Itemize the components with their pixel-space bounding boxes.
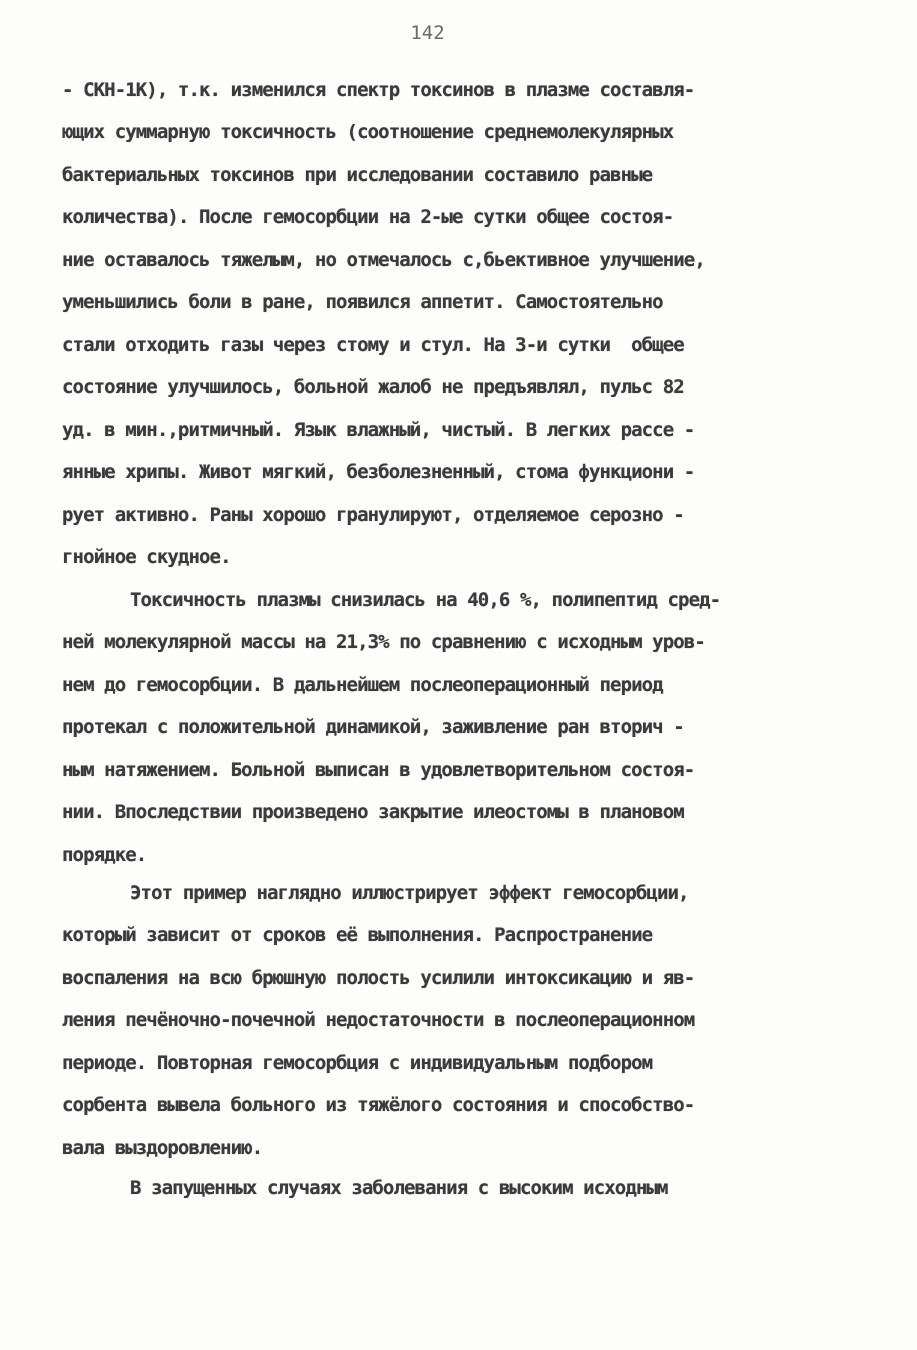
text-line: - СКН-1К), т.к. изменился спектр токсинов в плазме составля- [62,79,695,101]
text-line: ления печёночно-почечной недостаточности в послеоперационном [62,1009,695,1031]
text-line: нии. Впоследствии произведено закрытие илеостомы в плановом [62,801,684,823]
paragraph-first-line: Токсичность плазмы снизилась на 40,6 %, полипептид сред- [130,589,721,611]
text-line: янные хрипы. Живот мягкий, безболезненный, стома функциони - [62,461,695,483]
text-line: порядке. [62,844,147,866]
text-line: ней молекулярной массы на 21,3% по сравнению с исходным уров- [62,631,705,653]
paragraph-first-line: В запущенных случаях заболевания с высоким исходным [130,1177,668,1199]
text-line: сорбента вывела больного из тяжёлого состояния и способство- [62,1094,695,1116]
text-line: который зависит от сроков её выполнения. Распространение [62,924,653,946]
text-line: вала выздоровлению. [62,1137,263,1159]
text-line: ющих суммарную токсичность (соотношение среднемолекулярных [62,121,674,143]
text-line: воспаления на всю брюшную полость усилили интоксикацию и яв- [62,967,695,989]
text-line: нем до гемосорбции. В дальнейшем послеоперационный период [62,674,663,696]
text-line: гнойное скудное. [62,546,231,568]
text-line: периоде. Повторная гемосорбция с индивидуальным подбором [62,1052,653,1074]
text-line: количества). После гемосорбции на 2-ые сутки общее состоя- [62,206,674,228]
text-line: уд. в мин.,ритмичный. Язык влажный, чистый. В легких рассе - [62,419,695,441]
text-line: протекал с положительной динамикой, заживление ран вторич - [62,716,684,738]
paragraph-first-line: Этот пример наглядно иллюстрирует эффект гемосорбции, [130,882,689,904]
text-line: уменьшились боли в ране, появился аппетит. Самостоятельно [62,291,663,313]
text-line: стали отходить газы через стому и стул. На 3-и сутки общее [62,334,684,356]
text-line: ным натяжением. Больной выписан в удовлетворительном состоя- [62,759,695,781]
text-line: бактериальных токсинов при исследовании составило равные [62,164,653,186]
page-number: 142 [410,22,445,44]
text-line: состояние улучшилось, больной жалоб не предъявлял, пульс 82 [62,376,684,398]
text-line: рует активно. Раны хорошо гранулируют, отделяемое серозно - [62,504,684,526]
text-line: ние оставалось тяжелым, но отмечалось с,бьективное улучшение, [62,249,705,271]
